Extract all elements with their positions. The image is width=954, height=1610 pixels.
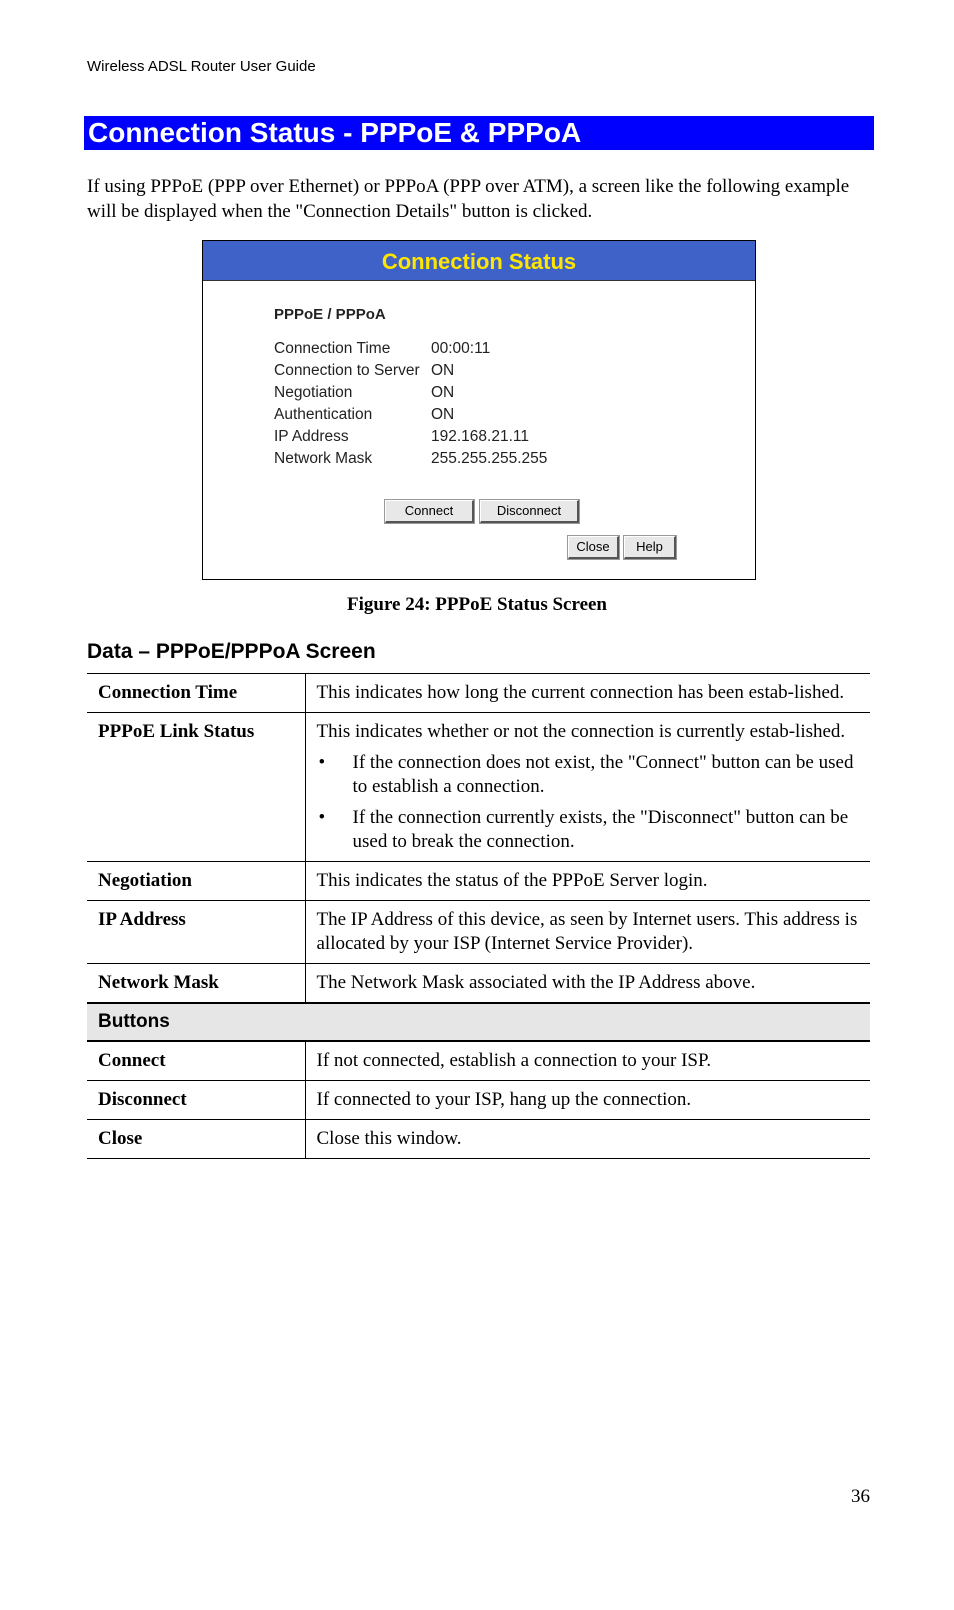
status-value: ON	[431, 362, 455, 379]
table-row	[87, 964, 870, 1004]
section-title: Connection Status - PPPoE & PPPoA	[84, 116, 874, 150]
data-table	[87, 673, 870, 1159]
status-row-negotiation	[274, 384, 454, 402]
status-row-connection-time	[274, 340, 490, 358]
buttons-section-label: Buttons	[87, 1003, 870, 1041]
row-description-text: This indicates whether or not the connection is currently estab-lished.	[316, 721, 846, 742]
table-heading: Data – PPPoE/PPPoA Screen	[87, 640, 376, 663]
table-section-row	[87, 1003, 870, 1041]
status-value: ON	[431, 406, 455, 423]
row-description: Close this window.	[305, 1120, 870, 1159]
connection-status-screenshot	[202, 240, 756, 580]
status-row-ip-address	[274, 428, 529, 446]
status-value: ON	[431, 384, 455, 401]
status-value: 255.255.255.255	[431, 450, 548, 467]
connect-button[interactable]: Connect	[385, 500, 474, 523]
status-row-network-mask	[274, 450, 547, 468]
table-row	[87, 674, 870, 713]
row-description	[305, 713, 870, 862]
row-term: Close	[87, 1120, 305, 1159]
screenshot-subtitle: PPPoE / PPPoA	[274, 306, 386, 323]
table-row	[87, 862, 870, 901]
status-value: 192.168.21.11	[431, 428, 529, 445]
figure-caption: Figure 24: PPPoE Status Screen	[347, 594, 607, 615]
status-row-connection-to-server	[274, 362, 454, 380]
row-term: Disconnect	[87, 1081, 305, 1120]
row-description: This indicates how long the current connection has been estab-lished.	[305, 674, 870, 713]
table-row	[87, 1041, 870, 1081]
row-term: Connect	[87, 1041, 305, 1081]
row-term: Negotiation	[87, 862, 305, 901]
screenshot-title: Connection Status	[203, 241, 755, 281]
row-term: IP Address	[87, 901, 305, 964]
row-description: This indicates the status of the PPPoE Server login.	[305, 862, 870, 901]
intro-paragraph: If using PPPoE (PPP over Ethernet) or PPPoA (PPP over ATM), a screen like the following example will be displayed when the "Connection Details" button is clicked.	[87, 176, 850, 222]
status-value: 00:00:11	[431, 340, 491, 357]
row-description: If connected to your ISP, hang up the connection.	[305, 1081, 870, 1120]
status-label: Network Mask	[274, 450, 373, 467]
page-number: 36	[851, 1486, 870, 1507]
status-row-authentication	[274, 406, 454, 424]
bullet-text: If the connection does not exist, the "Connect" button can be used to establish a connection.	[352, 752, 854, 797]
bullet-item	[317, 806, 861, 854]
table-row	[87, 713, 870, 862]
table-row	[87, 901, 870, 964]
status-label: Connection to Server	[274, 362, 420, 379]
bullet-icon: •	[318, 752, 326, 773]
status-label: Negotiation	[274, 384, 353, 401]
row-description: The Network Mask associated with the IP Address above.	[305, 964, 870, 1004]
row-term: PPPoE Link Status	[87, 713, 305, 862]
bullet-text: If the connection currently exists, the "Disconnect" button can be used to break the connection.	[352, 807, 849, 852]
status-label: Connection Time	[274, 340, 391, 357]
bullet-item	[317, 751, 861, 799]
disconnect-button[interactable]: Disconnect	[480, 500, 579, 523]
status-label: IP Address	[274, 428, 349, 445]
row-term: Connection Time	[87, 674, 305, 713]
table-row	[87, 1081, 870, 1120]
close-button[interactable]: Close	[568, 536, 619, 559]
row-description: The IP Address of this device, as seen by Internet users. This address is allocated by your ISP (Internet Service Provider).	[305, 901, 870, 964]
row-term: Network Mask	[87, 964, 305, 1004]
bullet-list	[317, 751, 861, 854]
status-label: Authentication	[274, 406, 373, 423]
bullet-icon: •	[318, 807, 326, 828]
row-description: If not connected, establish a connection to your ISP.	[305, 1041, 870, 1081]
running-header: Wireless ADSL Router User Guide	[87, 58, 316, 75]
help-button[interactable]: Help	[624, 536, 676, 559]
table-row	[87, 1120, 870, 1159]
